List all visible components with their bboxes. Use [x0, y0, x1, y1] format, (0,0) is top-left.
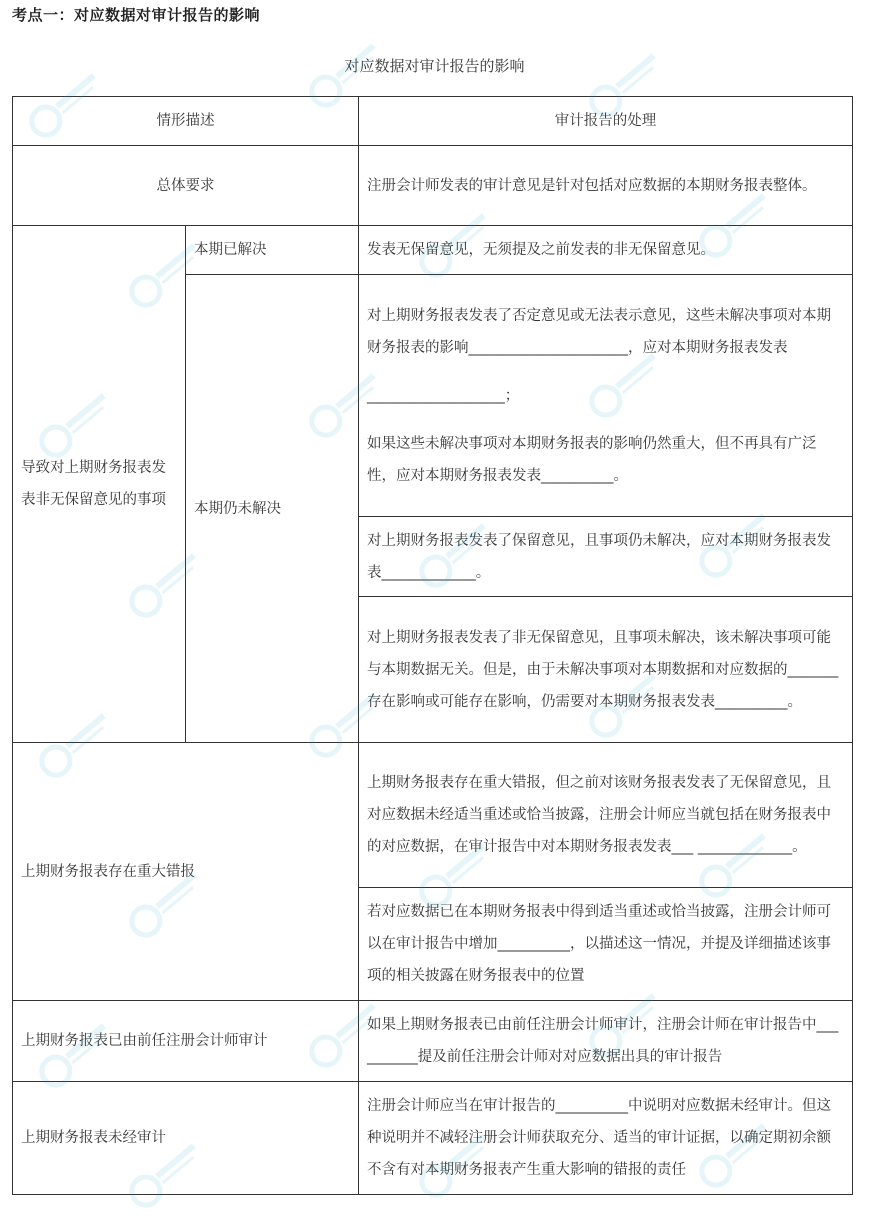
predecessor-text: 如果上期财务报表已由前任注册会计师审计，注册会计师在审计报告中__________提及前任注册会计师对对应数据出具的审计报告	[359, 1001, 853, 1082]
unresolved-p1-line2: ___________________；	[367, 387, 520, 404]
overall-text: 注册会计师发表的审计意见是针对包括对应数据的本期财务报表整体。	[359, 146, 853, 226]
unresolved-label: 本期仍未解决	[186, 275, 359, 743]
misstatement-label: 上期财务报表存在重大错报	[13, 743, 359, 1001]
unresolved-p3: 对上期财务报表发表了非无保留意见，且事项未解决，该未解决事项可能与本期数据无关。但是，由于未解决事项对本期数据和对应数据的_______存在影响或可能存在影响，仍需要对本期财务报表发表__________。	[359, 597, 853, 743]
overall-label: 总体要求	[13, 146, 359, 226]
resolved-label: 本期已解决	[186, 226, 359, 275]
table-row	[13, 743, 853, 888]
table-row	[13, 1082, 853, 1195]
page-heading: 考点一：对应数据对审计报告的影响	[12, 6, 261, 24]
unresolved-p1-line3: 如果这些未解决事项对本期财务报表的影响仍然重大，但不再具有广泛性，应对本期财务报表发表__________。	[367, 435, 817, 484]
table-row	[13, 146, 853, 226]
unresolved-p1-line1: 对上期财务报表发表了否定意见或无法表示意见，这些未解决事项对本期财务报表的影响______________________，应对本期财务报表发表	[367, 307, 831, 356]
header-treatment: 审计报告的处理	[359, 97, 853, 146]
misstatement-p2: 若对应数据已在本期财务报表中得到适当重述或恰当披露，注册会计师可以在审计报告中增加__________，以描述这一情况，并提及详细描述该事项的相关披露在财务报表中的位置	[359, 888, 853, 1001]
header-scenario: 情形描述	[13, 97, 359, 146]
table-caption: 对应数据对审计报告的影响	[344, 57, 525, 75]
unresolved-cell-1	[359, 275, 853, 517]
table-header-row	[13, 97, 853, 146]
resolved-text: 发表无保留意见，无须提及之前发表的非无保留意见。	[359, 226, 853, 275]
unaudited-text: 注册会计师应当在审计报告的__________中说明对应数据未经审计。但这种说明并不减轻注册会计师获取充分、适当的审计证据，以确定期初余额不含有对本期财务报表产生重大影响的错报的责任	[359, 1082, 853, 1195]
unaudited-label: 上期财务报表未经审计	[13, 1082, 359, 1195]
predecessor-label: 上期财务报表已由前任注册会计师审计	[13, 1001, 359, 1082]
unresolved-p2: 对上期财务报表发表了保留意见，且事项仍未解决，应对本期财务报表发表_____________。	[359, 517, 853, 597]
nonstandard-label: 导致对上期财务报表发表非无保留意见的事项	[13, 226, 186, 743]
misstatement-p1: 上期财务报表存在重大错报，但之前对该财务报表发表了无保留意见，且对应数据未经适当重述或恰当披露，注册会计师应当就包括在财务报表中的对应数据，在审计报告中对本期财务报表发表___ _____________。	[359, 743, 853, 888]
audit-report-table	[12, 96, 853, 1195]
table-row	[13, 226, 853, 275]
table-row	[13, 1001, 853, 1082]
